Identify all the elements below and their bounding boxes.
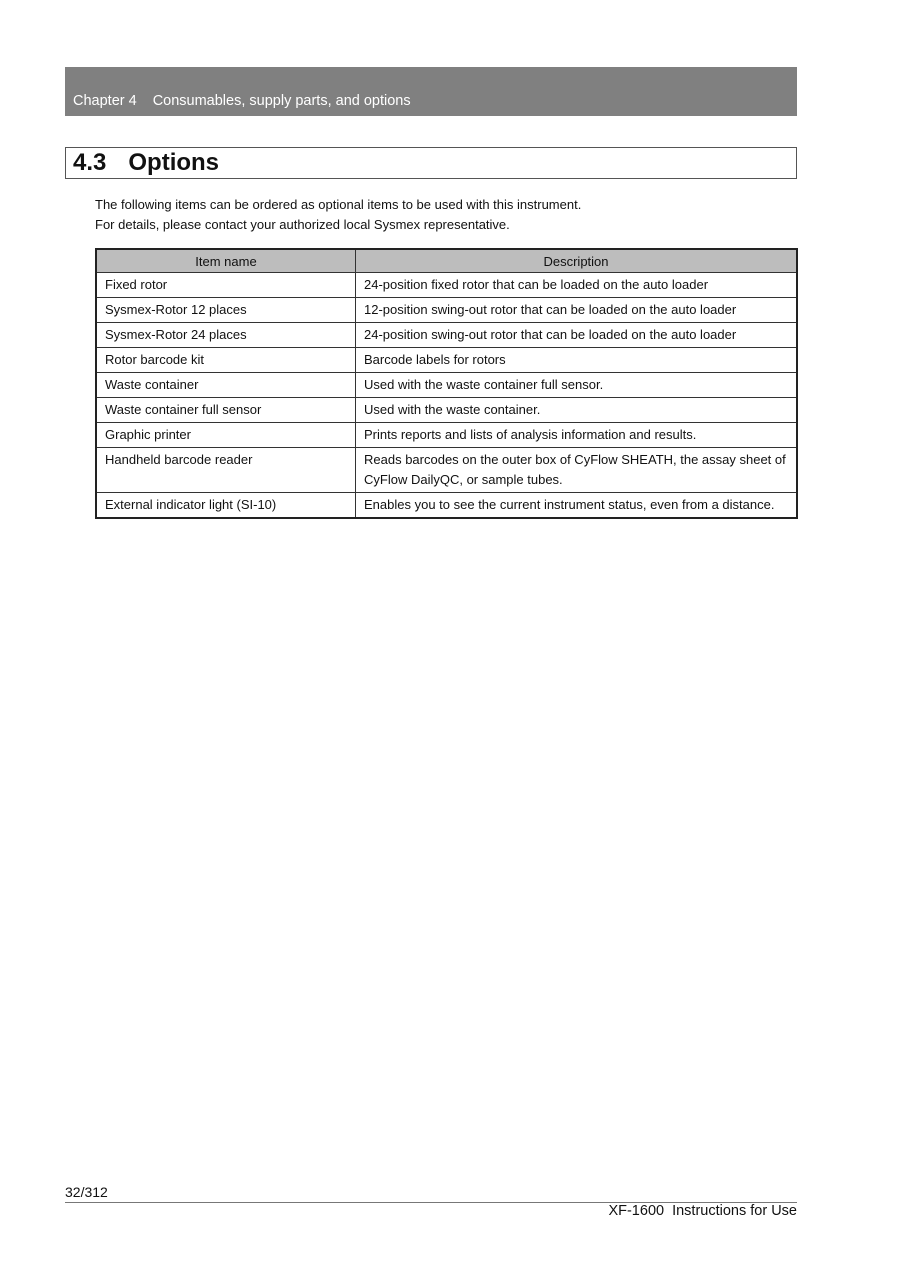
section-heading-box [65, 147, 797, 179]
table-row [96, 448, 797, 493]
column-header-description: Description [356, 249, 798, 273]
item-name-cell: Fixed rotor [96, 273, 356, 298]
intro-paragraph [95, 195, 581, 235]
item-name-cell: Sysmex-Rotor 24 places [96, 323, 356, 348]
description-cell: Used with the waste container full sensor. [356, 373, 798, 398]
table-row [96, 398, 797, 423]
section-heading [73, 148, 219, 177]
item-name-cell: Rotor barcode kit [96, 348, 356, 373]
table-row [96, 323, 797, 348]
description-cell: Enables you to see the current instrument status, even from a distance. [356, 493, 798, 519]
table-row [96, 348, 797, 373]
chapter-heading [73, 93, 411, 109]
section-number: 4.3 [73, 149, 107, 176]
item-name-cell: Graphic printer [96, 423, 356, 448]
options-table [95, 248, 798, 519]
description-cell: Barcode labels for rotors [356, 348, 798, 373]
description-cell: Used with the waste container. [356, 398, 798, 423]
column-header-item-name: Item name [96, 249, 356, 273]
intro-line-2: For details, please contact your authorized local Sysmex representative. [95, 217, 510, 232]
description-cell: 24-position swing-out rotor that can be loaded on the auto loader [356, 323, 798, 348]
table-row [96, 273, 797, 298]
footer-model: XF-1600 [608, 1203, 665, 1219]
chapter-title: Consumables, supply parts, and options [152, 93, 411, 109]
description-cell: Prints reports and lists of analysis information and results. [356, 423, 798, 448]
item-name-cell: Waste container [96, 373, 356, 398]
item-name-cell: Sysmex-Rotor 12 places [96, 298, 356, 323]
footer-document-title [608, 1203, 797, 1219]
table-row [96, 493, 797, 519]
item-name-cell: External indicator light (SI-10) [96, 493, 356, 519]
table-row [96, 423, 797, 448]
intro-line-1: The following items can be ordered as optional items to be used with this instrument. [95, 197, 582, 212]
footer-doc-title: Instructions for Use [672, 1203, 797, 1219]
description-cell: 24-position fixed rotor that can be loaded on the auto loader [356, 273, 798, 298]
chapter-banner [65, 67, 797, 116]
item-name-cell: Waste container full sensor [96, 398, 356, 423]
table-row [96, 298, 797, 323]
section-title: Options [128, 149, 220, 176]
description-cell: 12-position swing-out rotor that can be loaded on the auto loader [356, 298, 798, 323]
table-row [96, 373, 797, 398]
page-number: 32/312 [65, 1184, 108, 1200]
item-name-cell: Handheld barcode reader [96, 448, 356, 493]
description-cell: Reads barcodes on the outer box of CyFlow SHEATH, the assay sheet of CyFlow DailyQC, or sample tubes. [356, 448, 798, 493]
chapter-number: Chapter 4 [73, 93, 137, 109]
table-header-row [96, 249, 797, 273]
